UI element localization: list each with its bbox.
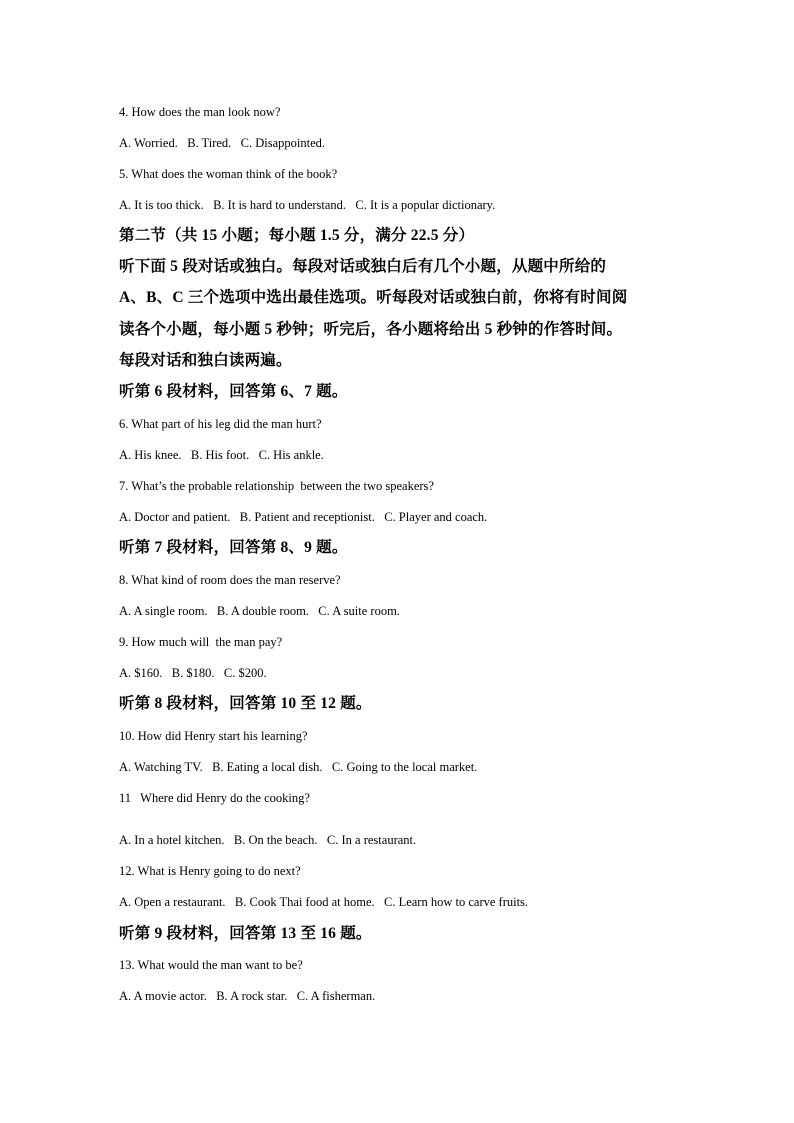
question-5: 5. What does the woman think of the book?	[119, 167, 338, 181]
instructions-line-1: 听下面 5 段对话或独白。每段对话或独白后有几个小题，从题中所给的	[119, 258, 607, 275]
section-heading: 第二节（共 15 小题；每小题 1.5 分，满分 22.5 分）	[119, 227, 475, 244]
question-10: 10. How did Henry start his learning?	[119, 729, 308, 743]
material-8-heading: 听第 8 段材料，回答第 10 至 12 题。	[119, 695, 372, 712]
material-6-heading: 听第 6 段材料，回答第 6、7 题。	[119, 383, 348, 400]
question-6: 6. What part of his leg did the man hurt?	[119, 417, 322, 431]
question-11: 11 Where did Henry do the cooking?	[119, 791, 310, 805]
question-12: 12. What is Henry going to do next?	[119, 864, 301, 878]
question-4: 4. How does the man look now?	[119, 105, 281, 119]
options-11: A. In a hotel kitchen. B. On the beach. C. In a restaurant.	[119, 833, 417, 847]
question-7: 7. What’s the probable relationship between the two speakers?	[119, 479, 434, 493]
options-5: A. It is too thick. B. It is hard to understand. C. It is a popular dictionary.	[119, 198, 496, 212]
options-9: A. $160. B. $180. C. $200.	[119, 666, 267, 680]
options-12: A. Open a restaurant. B. Cook Thai food at home. C. Learn how to carve fruits.	[119, 895, 529, 909]
options-8: A. A single room. B. A double room. C. A suite room.	[119, 604, 400, 618]
question-9: 9. How much will the man pay?	[119, 635, 283, 649]
options-4: A. Worried. B. Tired. C. Disappointed.	[119, 136, 326, 150]
question-13: 13. What would the man want to be?	[119, 958, 303, 972]
options-6: A. His knee. B. His foot. C. His ankle.	[119, 448, 324, 462]
options-13: A. A movie actor. B. A rock star. C. A fisherman.	[119, 989, 376, 1003]
material-9-heading: 听第 9 段材料，回答第 13 至 16 题。	[119, 925, 372, 942]
options-7: A. Doctor and patient. B. Patient and receptionist. C. Player and coach.	[119, 510, 488, 524]
instructions-line-3: 读各个小题，每小题 5 秒钟；听完后，各小题将给出 5 秒钟的作答时间。	[119, 321, 623, 338]
question-8: 8. What kind of room does the man reserve?	[119, 573, 341, 587]
instructions-line-2: A、B、C 三个选项中选出最佳选项。听每段对话或独白前，你将有时间阅	[119, 289, 628, 306]
options-10: A. Watching TV. B. Eating a local dish. C. Going to the local market.	[119, 760, 478, 774]
instructions-line-4: 每段对话和独白读两遍。	[119, 352, 292, 369]
material-7-heading: 听第 7 段材料，回答第 8、9 题。	[119, 539, 348, 556]
